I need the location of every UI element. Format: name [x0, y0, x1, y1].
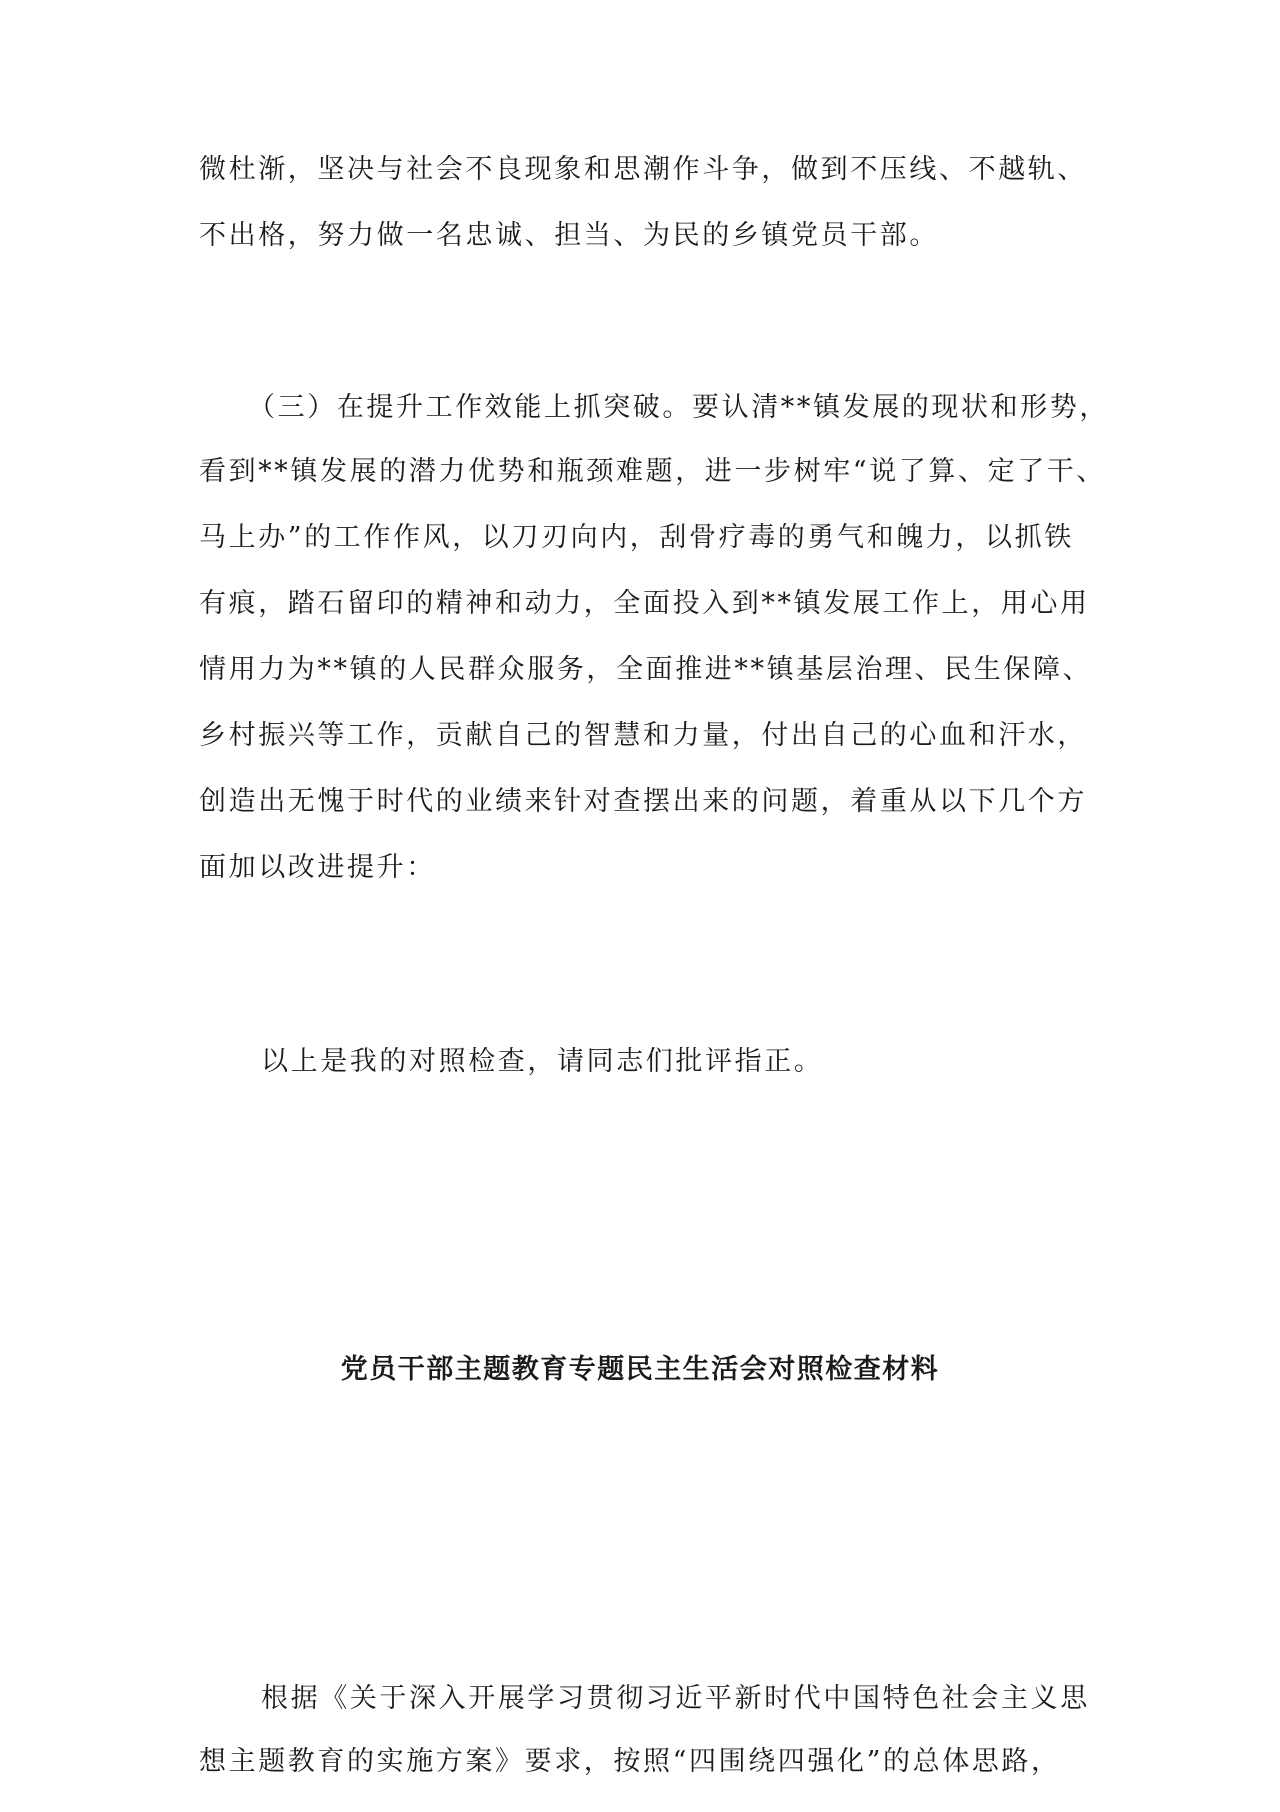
paragraph-line: 创造出无愧于时代的业绩来针对查摆出来的问题，着重从以下几个方: [199, 786, 1087, 817]
paragraph-line: 根据《关于深入开展学习贯彻习近平新时代中国特色社会主义思: [261, 1683, 1090, 1714]
paragraph-line: 面加以改进提升：: [199, 852, 436, 883]
paragraph-line: 乡村振兴等工作，贡献自己的智慧和力量，付出自己的心血和汗水，: [199, 720, 1087, 751]
paragraph-line: 马上办”的工作作风，以刀刃向内，刮骨疗毒的勇气和魄力，以抓铁: [199, 522, 1074, 553]
document-title: 党员干部主题教育专题民主生活会对照检查材料: [340, 1354, 940, 1385]
paragraph-line: 想主题教育的实施方案》要求，按照“四围绕四强化”的总体思路，: [199, 1746, 1061, 1777]
paragraph-line: 情用力为**镇的人民群众服务，全面推进**镇基层治理、民生保障、: [199, 654, 1093, 685]
paragraph-line: 微杜渐，坚决与社会不良现象和思潮作斗争，做到不压线、不越轨、: [199, 154, 1087, 185]
paragraph-line: 有痕，踏石留印的精神和动力，全面投入到**镇发展工作上，用心用: [199, 588, 1090, 619]
paragraph-line: 看到**镇发展的潜力优势和瓶颈难题，进一步树牢“说了算、定了干、: [199, 456, 1107, 487]
closing-line: 以上是我的对照检查，请同志们批评指正。: [261, 1046, 824, 1077]
section-heading-line: （三）在提升工作效能上抓突破。要认清**镇发展的现状和形势，: [248, 392, 1109, 423]
paragraph-line: 不出格，努力做一名忠诚、担当、为民的乡镇党员干部。: [199, 220, 939, 251]
